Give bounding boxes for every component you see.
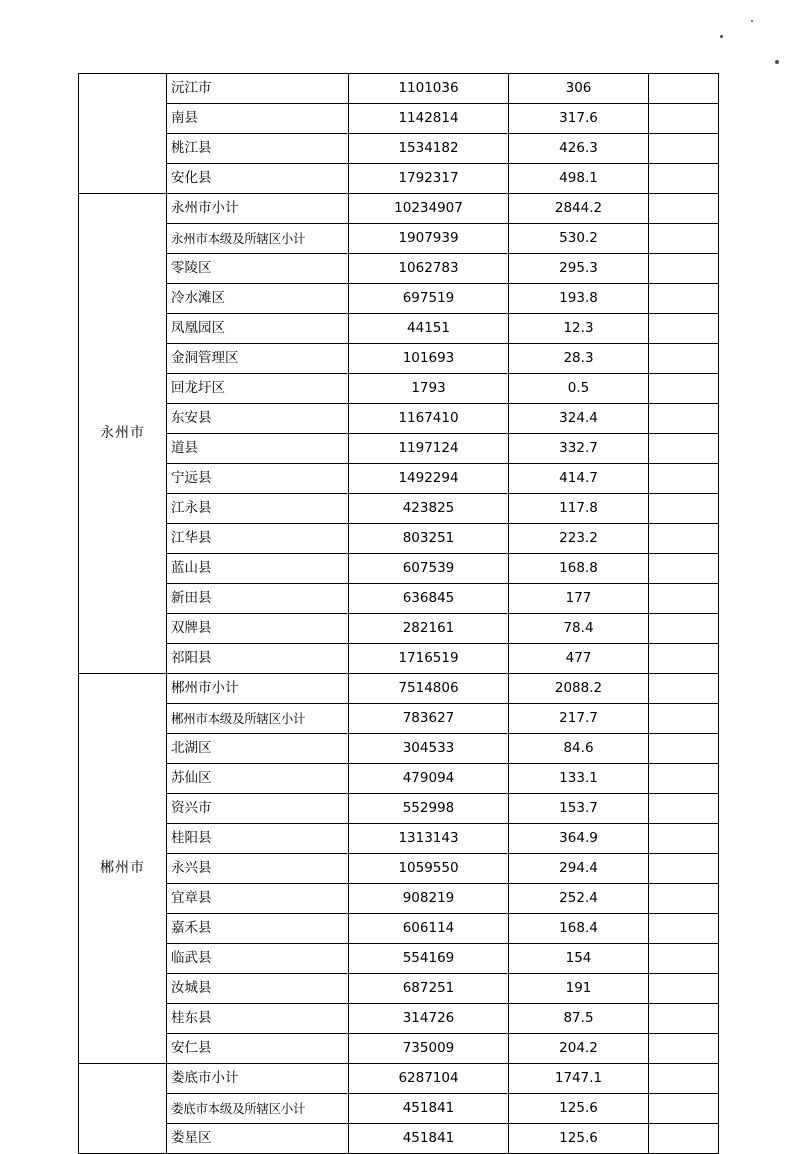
- unit-name-cell: 桂阳县: [167, 824, 349, 854]
- extra-cell: [649, 914, 719, 944]
- value2-cell: 153.7: [509, 794, 649, 824]
- value2-cell: 364.9: [509, 824, 649, 854]
- extra-cell: [649, 224, 719, 254]
- unit-name-cell: 冷水滩区: [167, 284, 349, 314]
- city-group-label: 永州市: [79, 194, 167, 674]
- value1-cell: 314726: [349, 1004, 509, 1034]
- table-row: [79, 1064, 719, 1094]
- value2-cell: 84.6: [509, 734, 649, 764]
- table-row: [79, 254, 719, 284]
- unit-name-cell: 安仁县: [167, 1034, 349, 1064]
- value1-cell: 451841: [349, 1094, 509, 1124]
- table-row: [79, 854, 719, 884]
- extra-cell: [649, 404, 719, 434]
- table-row: [79, 704, 719, 734]
- unit-name-cell: 郴州市小计: [167, 674, 349, 704]
- unit-name-cell: 东安县: [167, 404, 349, 434]
- scan-speck-icon: [751, 20, 753, 22]
- value2-cell: 498.1: [509, 164, 649, 194]
- unit-name-cell: 双牌县: [167, 614, 349, 644]
- unit-name-cell: 嘉禾县: [167, 914, 349, 944]
- value1-cell: 451841: [349, 1124, 509, 1154]
- value2-cell: 168.8: [509, 554, 649, 584]
- value2-cell: 294.4: [509, 854, 649, 884]
- value2-cell: 154: [509, 944, 649, 974]
- unit-name-cell: 祁阳县: [167, 644, 349, 674]
- value2-cell: 217.7: [509, 704, 649, 734]
- unit-name-cell: 道县: [167, 434, 349, 464]
- value2-cell: 324.4: [509, 404, 649, 434]
- value1-cell: 1313143: [349, 824, 509, 854]
- value2-cell: 133.1: [509, 764, 649, 794]
- value2-cell: 2844.2: [509, 194, 649, 224]
- table-row: [79, 1094, 719, 1124]
- table-row: [79, 1004, 719, 1034]
- table-row: [79, 944, 719, 974]
- table-row: [79, 74, 719, 104]
- value2-cell: 0.5: [509, 374, 649, 404]
- value1-cell: 44151: [349, 314, 509, 344]
- value2-cell: 78.4: [509, 614, 649, 644]
- unit-name-cell: 蓝山县: [167, 554, 349, 584]
- extra-cell: [649, 314, 719, 344]
- value2-cell: 414.7: [509, 464, 649, 494]
- value1-cell: 304533: [349, 734, 509, 764]
- table-row: [79, 494, 719, 524]
- city-group-label: [79, 1064, 167, 1154]
- unit-name-cell: 新田县: [167, 584, 349, 614]
- unit-name-cell: 南县: [167, 104, 349, 134]
- extra-cell: [649, 854, 719, 884]
- unit-name-cell: 江华县: [167, 524, 349, 554]
- value1-cell: 1534182: [349, 134, 509, 164]
- value1-cell: 697519: [349, 284, 509, 314]
- extra-cell: [649, 194, 719, 224]
- unit-name-cell: 桂东县: [167, 1004, 349, 1034]
- value1-cell: 636845: [349, 584, 509, 614]
- unit-name-cell: 回龙圩区: [167, 374, 349, 404]
- extra-cell: [649, 464, 719, 494]
- unit-name-cell: 郴州市本级及所辖区小计: [167, 704, 349, 734]
- extra-cell: [649, 794, 719, 824]
- value1-cell: 1792317: [349, 164, 509, 194]
- value2-cell: 168.4: [509, 914, 649, 944]
- unit-name-cell: 汝城县: [167, 974, 349, 1004]
- value1-cell: 1716519: [349, 644, 509, 674]
- extra-cell: [649, 1064, 719, 1094]
- extra-cell: [649, 554, 719, 584]
- table-row: [79, 884, 719, 914]
- extra-cell: [649, 344, 719, 374]
- extra-cell: [649, 1004, 719, 1034]
- unit-name-cell: 江永县: [167, 494, 349, 524]
- unit-name-cell: 凤凰园区: [167, 314, 349, 344]
- statistics-table: [78, 73, 719, 1154]
- extra-cell: [649, 524, 719, 554]
- value1-cell: 6287104: [349, 1064, 509, 1094]
- table-row: [79, 824, 719, 854]
- extra-cell: [649, 374, 719, 404]
- value2-cell: 1747.1: [509, 1064, 649, 1094]
- unit-name-cell: 娄底市本级及所辖区小计: [167, 1094, 349, 1124]
- extra-cell: [649, 134, 719, 164]
- unit-name-cell: 桃江县: [167, 134, 349, 164]
- extra-cell: [649, 674, 719, 704]
- table-row: [79, 104, 719, 134]
- value2-cell: 295.3: [509, 254, 649, 284]
- table-row: [79, 464, 719, 494]
- table-row: [79, 284, 719, 314]
- extra-cell: [649, 434, 719, 464]
- table-row: [79, 764, 719, 794]
- value2-cell: 193.8: [509, 284, 649, 314]
- table-row: [79, 914, 719, 944]
- unit-name-cell: 宁远县: [167, 464, 349, 494]
- value2-cell: 317.6: [509, 104, 649, 134]
- value1-cell: 1062783: [349, 254, 509, 284]
- value1-cell: 687251: [349, 974, 509, 1004]
- value1-cell: 783627: [349, 704, 509, 734]
- table-row: [79, 524, 719, 554]
- extra-cell: [649, 164, 719, 194]
- table-row: [79, 614, 719, 644]
- unit-name-cell: 沅江市: [167, 74, 349, 104]
- value1-cell: 1059550: [349, 854, 509, 884]
- data-table-container: [78, 73, 718, 1154]
- value1-cell: 1492294: [349, 464, 509, 494]
- value2-cell: 252.4: [509, 884, 649, 914]
- value2-cell: 204.2: [509, 1034, 649, 1064]
- table-row: [79, 584, 719, 614]
- table-row: [79, 404, 719, 434]
- value2-cell: 2088.2: [509, 674, 649, 704]
- value1-cell: 479094: [349, 764, 509, 794]
- table-row: [79, 224, 719, 254]
- value1-cell: 101693: [349, 344, 509, 374]
- value2-cell: 477: [509, 644, 649, 674]
- extra-cell: [649, 734, 719, 764]
- value1-cell: 1167410: [349, 404, 509, 434]
- unit-name-cell: 娄底市小计: [167, 1064, 349, 1094]
- scan-speck-icon: [720, 35, 723, 38]
- city-group-label: 郴州市: [79, 674, 167, 1064]
- value2-cell: 332.7: [509, 434, 649, 464]
- extra-cell: [649, 1124, 719, 1154]
- value2-cell: 530.2: [509, 224, 649, 254]
- table-row: [79, 374, 719, 404]
- extra-cell: [649, 824, 719, 854]
- extra-cell: [649, 614, 719, 644]
- extra-cell: [649, 104, 719, 134]
- value1-cell: 607539: [349, 554, 509, 584]
- value2-cell: 191: [509, 974, 649, 1004]
- value2-cell: 306: [509, 74, 649, 104]
- extra-cell: [649, 704, 719, 734]
- city-group-label: [79, 74, 167, 194]
- value1-cell: 606114: [349, 914, 509, 944]
- value1-cell: 1907939: [349, 224, 509, 254]
- extra-cell: [649, 1034, 719, 1064]
- table-row: [79, 644, 719, 674]
- value2-cell: 125.6: [509, 1094, 649, 1124]
- table-row: [79, 314, 719, 344]
- unit-name-cell: 宜章县: [167, 884, 349, 914]
- table-row: [79, 434, 719, 464]
- value1-cell: 554169: [349, 944, 509, 974]
- table-row: [79, 344, 719, 374]
- unit-name-cell: 北湖区: [167, 734, 349, 764]
- extra-cell: [649, 884, 719, 914]
- unit-name-cell: 零陵区: [167, 254, 349, 284]
- value1-cell: 423825: [349, 494, 509, 524]
- extra-cell: [649, 494, 719, 524]
- value2-cell: 223.2: [509, 524, 649, 554]
- unit-name-cell: 资兴市: [167, 794, 349, 824]
- value2-cell: 117.8: [509, 494, 649, 524]
- extra-cell: [649, 974, 719, 1004]
- value1-cell: 1197124: [349, 434, 509, 464]
- value1-cell: 282161: [349, 614, 509, 644]
- unit-name-cell: 苏仙区: [167, 764, 349, 794]
- value1-cell: 1142814: [349, 104, 509, 134]
- unit-name-cell: 永兴县: [167, 854, 349, 884]
- table-row: [79, 164, 719, 194]
- value1-cell: 908219: [349, 884, 509, 914]
- value1-cell: 10234907: [349, 194, 509, 224]
- unit-name-cell: 永州市小计: [167, 194, 349, 224]
- table-row: [79, 194, 719, 224]
- value2-cell: 125.6: [509, 1124, 649, 1154]
- value2-cell: 177: [509, 584, 649, 614]
- extra-cell: [649, 644, 719, 674]
- table-row: [79, 974, 719, 1004]
- extra-cell: [649, 74, 719, 104]
- value2-cell: 87.5: [509, 1004, 649, 1034]
- table-row: [79, 674, 719, 704]
- value1-cell: 7514806: [349, 674, 509, 704]
- table-row: [79, 1124, 719, 1154]
- table-row: [79, 134, 719, 164]
- extra-cell: [649, 254, 719, 284]
- scan-speck-icon: [775, 60, 779, 64]
- value1-cell: 1793: [349, 374, 509, 404]
- extra-cell: [649, 1094, 719, 1124]
- table-row: [79, 554, 719, 584]
- value1-cell: 552998: [349, 794, 509, 824]
- unit-name-cell: 金洞管理区: [167, 344, 349, 374]
- value2-cell: 28.3: [509, 344, 649, 374]
- unit-name-cell: 娄星区: [167, 1124, 349, 1154]
- value2-cell: 426.3: [509, 134, 649, 164]
- value2-cell: 12.3: [509, 314, 649, 344]
- extra-cell: [649, 284, 719, 314]
- extra-cell: [649, 584, 719, 614]
- table-row: [79, 794, 719, 824]
- table-row: [79, 1034, 719, 1064]
- extra-cell: [649, 764, 719, 794]
- value1-cell: 1101036: [349, 74, 509, 104]
- unit-name-cell: 临武县: [167, 944, 349, 974]
- unit-name-cell: 永州市本级及所辖区小计: [167, 224, 349, 254]
- table-row: [79, 734, 719, 764]
- extra-cell: [649, 944, 719, 974]
- value1-cell: 735009: [349, 1034, 509, 1064]
- value1-cell: 803251: [349, 524, 509, 554]
- unit-name-cell: 安化县: [167, 164, 349, 194]
